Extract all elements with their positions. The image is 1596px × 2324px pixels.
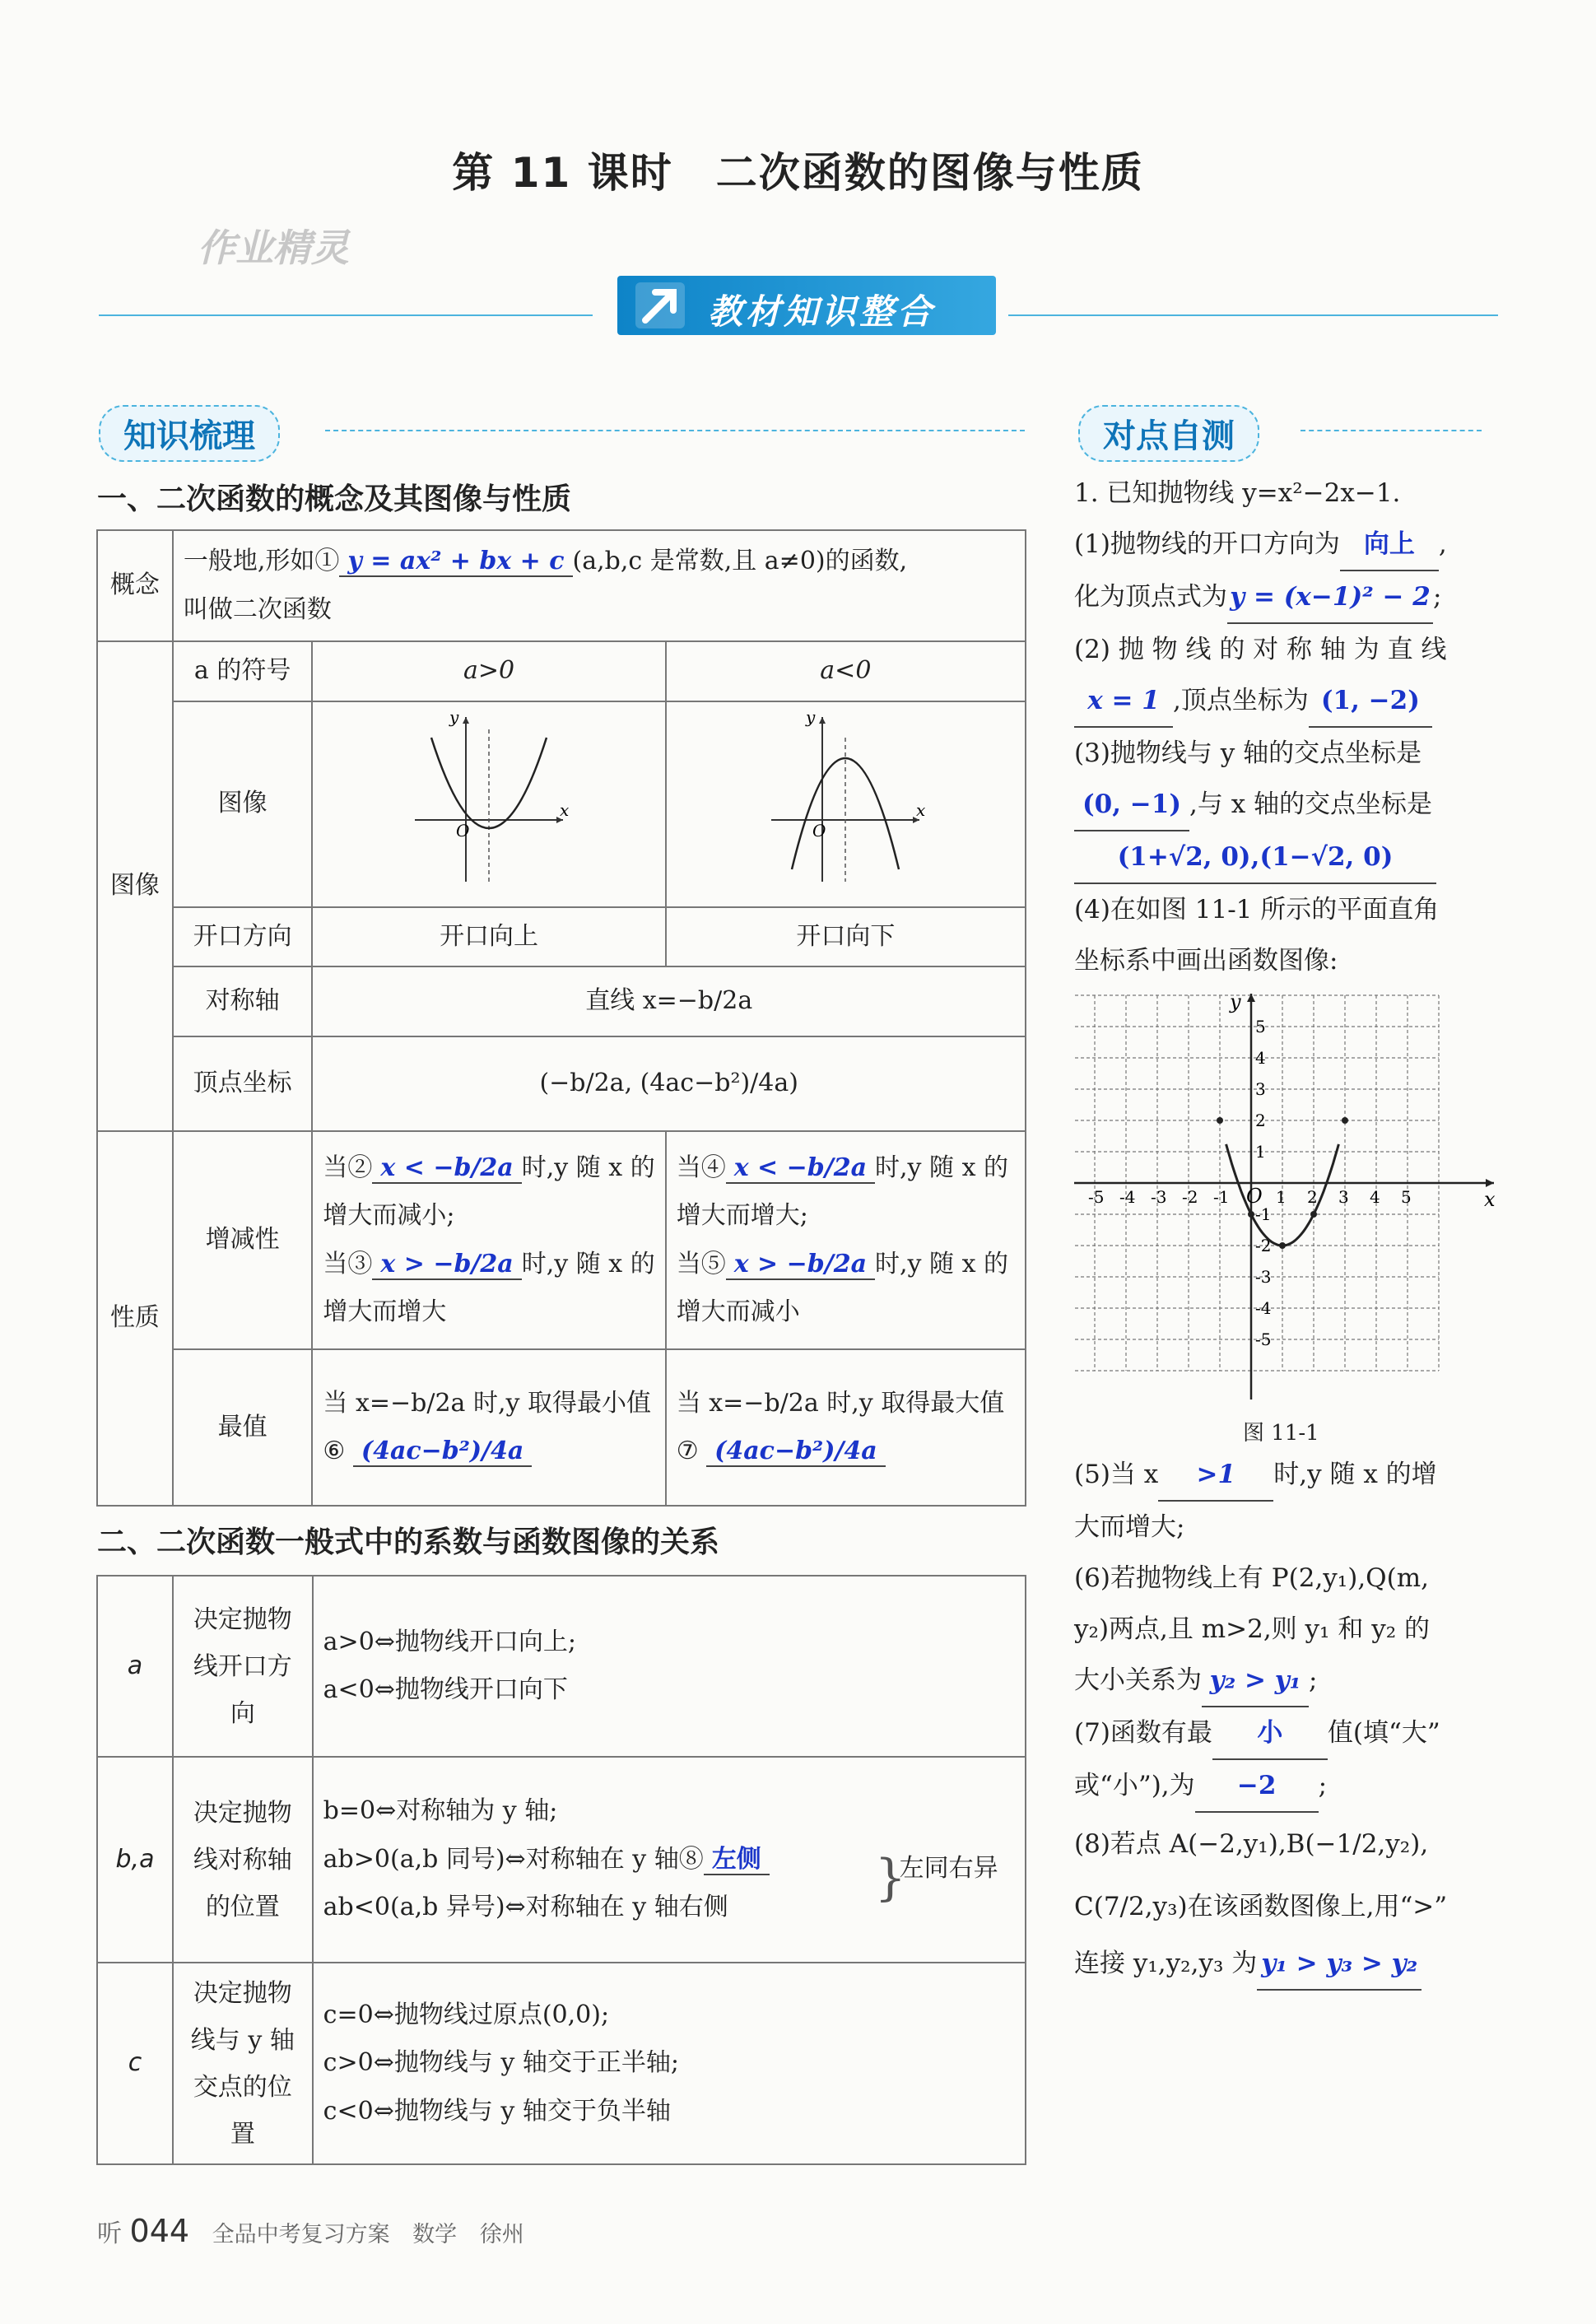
extreme-negative: [666, 1349, 1026, 1506]
open-up: 开口向上: [312, 907, 665, 967]
coef-c-rules: [313, 1963, 1026, 2164]
dash-divider-right: [1301, 430, 1482, 431]
section-banner: [617, 276, 996, 335]
q1-6b: y₂)两点,且 m>2,则 y₁ 和 y₂ 的: [1074, 1614, 1430, 1644]
q1-3-answer: (0, −1): [1074, 779, 1189, 831]
y-tick-label: -1: [1255, 1204, 1272, 1224]
heading-1: 一、二次函数的概念及其图像与性质: [97, 482, 572, 516]
open-down: 开口向下: [666, 907, 1026, 967]
coef-a-rules: [313, 1576, 1026, 1757]
banner-title: 教材知识整合: [708, 291, 936, 332]
q1-3-answer2: (1+√2, 0),(1−√2, 0): [1074, 831, 1436, 884]
q1-1b: 化为顶点式为: [1074, 582, 1227, 612]
parabola-up-graph: [407, 705, 571, 886]
q1-1-answer2: y = (x−1)² − 2: [1227, 571, 1433, 624]
x-tick-label: -3: [1151, 1187, 1167, 1207]
q1-4b: 坐标系中画出函数图像:: [1074, 946, 1338, 976]
x-tick-label: -5: [1088, 1187, 1105, 1207]
ext-neg-text: 当 x=−b/2a 时,y 取得最大值: [676, 1388, 1005, 1418]
q1-6a: (6)若抛物线上有 P(2,y₁),Q(m,: [1074, 1563, 1429, 1593]
curve-point: [1342, 1117, 1348, 1124]
figure-ylabel: y: [1230, 992, 1241, 1013]
coef-c-rule2: c>0⇔抛物线与 y 轴交于正半轴;: [323, 2048, 679, 2078]
mono-neg-1b: 时,y 随 x 的: [875, 1153, 1009, 1182]
right-column-lower: (5)当 x >1 时,y 随 x 的增 大而增大; (6)若抛物线上有 P(2,y₁),Q(m, y₂)两点,且 m>2,则 y₁ 和 y₂ 的 大小关系为 y₂ > y₁ ; (7)函数有最 小 值(填“大” 或“小”),为 −2 ; (8)若点 A(−2,y₁),B(−1/2,y₂), C(7/2,y₃)在该函数图像上,用“>” 连接 y₁,y₂,y₃ 为 y₁ > y₃ > y₂: [1074, 1449, 1502, 1991]
curve-point: [1310, 1211, 1317, 1218]
coef-a-rule1: a>0⇔抛物线开口向上;: [323, 1627, 577, 1656]
q1-6c: 大小关系为: [1074, 1665, 1202, 1695]
footer: [97, 2213, 524, 2249]
y-tick-label: 5: [1255, 1017, 1266, 1036]
curve-point: [1279, 1242, 1286, 1249]
concept-line2: 叫做二次函数: [183, 594, 332, 624]
mono-neg-2a: 当⑤: [676, 1249, 726, 1278]
vertex-label: 顶点坐标: [173, 1036, 313, 1131]
mono-pos-2b: 时,y 随 x 的: [521, 1249, 655, 1278]
y-tick-label: 1: [1255, 1142, 1266, 1162]
q1-5-answer: >1: [1158, 1449, 1273, 1502]
q1-5c: 大而增大;: [1074, 1512, 1185, 1542]
mono-pos-1b: 时,y 随 x 的: [521, 1153, 655, 1182]
footer-listen: 听: [97, 2219, 122, 2248]
answer-1: y = ax² + bx + c: [339, 547, 572, 577]
open-label: 开口方向: [173, 907, 313, 967]
x-tick-label: -2: [1182, 1187, 1198, 1207]
mono-neg-1c: 增大而增大;: [676, 1201, 808, 1230]
q1-8b: C(7/2,y₃)在该函数图像上,用“>”: [1074, 1892, 1448, 1921]
y-tick-label: -5: [1255, 1330, 1272, 1349]
figure-caption: 图 11-1: [1243, 1421, 1319, 1446]
brace: }: [874, 1849, 906, 1907]
q1-5b: 时,y 随 x 的增: [1273, 1460, 1437, 1489]
graph-down-origin: O: [812, 821, 826, 841]
vertex-value: (−b/2a, (4ac−b²)/4a): [312, 1036, 1026, 1131]
coef-c-rule3: c<0⇔抛物线与 y 轴交于负半轴: [323, 2096, 671, 2126]
coef-ba-desc: 决定抛物线对称轴的位置: [173, 1757, 313, 1963]
footer-book: 全品中考复习方案: [212, 2222, 390, 2247]
coef-c-rule1: c=0⇔抛物线过原点(0,0);: [323, 2000, 610, 2029]
q1-8a: (8)若点 A(−2,y₁),B(−1/2,y₂),: [1074, 1829, 1429, 1859]
heading-2: 二、二次函数一般式中的系数与函数图像的关系: [97, 1525, 720, 1559]
monotonic-label: 增减性: [173, 1131, 313, 1349]
answer-4: x < −b/2a: [726, 1153, 875, 1184]
dash-divider: [325, 430, 1025, 431]
right-column: 1. 已知抛物线 y=x²−2x−1. (1)抛物线的开口方向为 向上 , 化为顶点式为 y = (x−1)² − 2 ; (2) 抛 物 线 的 对 称 轴 为 直 线 x = 1 ,顶点坐标为 (1, −2) (3)抛物线与 y 轴的交点坐标是 (0, −1) ,与 x 轴的交点坐标是 (1+√2, 0),(1−√2, 0) (4)在如图 11-1 所示的平面直角 坐标系中画出函数图像:: [1074, 468, 1502, 986]
q1-2-answer2: (1, −2): [1309, 675, 1432, 728]
monotonic-negative: [666, 1131, 1026, 1349]
curve-point: [1217, 1117, 1223, 1124]
a-positive: a>0: [312, 641, 665, 701]
q1-4a: (4)在如图 11-1 所示的平面直角: [1074, 895, 1440, 924]
watermark-logo: 作业精灵: [198, 226, 349, 270]
answer-2: x < −b/2a: [372, 1153, 521, 1184]
ext-neg-num: ⑦: [676, 1437, 699, 1465]
ext-pos-text: 当 x=−b/2a 时,y 取得最小值: [323, 1388, 651, 1418]
row-label-concept: 概念: [97, 530, 173, 641]
figure-origin: O: [1246, 1185, 1263, 1208]
q1-8-answer: y₁ > y₃ > y₂: [1257, 1938, 1422, 1991]
q1-7a: (7)函数有最: [1074, 1718, 1212, 1748]
y-tick-label: -2: [1255, 1236, 1272, 1255]
x-tick-label: 3: [1338, 1187, 1349, 1207]
y-tick-label: 4: [1255, 1048, 1266, 1068]
axis-label: 对称轴: [173, 966, 313, 1036]
mono-neg-2c: 增大而减小: [676, 1297, 800, 1326]
banner-line-right: [1008, 314, 1498, 316]
answer-7: (4ac−b²)/4a: [706, 1437, 886, 1467]
q1-3a: (3)抛物线与 y 轴的交点坐标是: [1074, 738, 1422, 768]
a-negative: a<0: [666, 641, 1026, 701]
q1-2a: (2) 抛 物 线 的 对 称 轴 为 直 线: [1074, 635, 1447, 664]
graph-down-xlabel: x: [916, 800, 926, 821]
x-tick-label: -4: [1119, 1187, 1136, 1207]
coef-ba-rule2: ab>0(a,b 同号)⇔对称轴在 y 轴⑧: [323, 1844, 704, 1874]
mono-pos-1a: 当②: [323, 1153, 373, 1182]
graph-up-cell: [312, 701, 665, 907]
section-label-knowledge: 知识梳理: [99, 405, 280, 462]
coef-a-rule2: a<0⇔抛物线开口向下: [323, 1675, 568, 1704]
x-tick-label: 4: [1370, 1187, 1380, 1207]
extreme-positive: [312, 1349, 665, 1506]
answer-8: 左侧: [704, 1845, 770, 1875]
q1-6-answer: y₂ > y₁: [1202, 1655, 1309, 1707]
curve-point: [1248, 1211, 1254, 1218]
graph-up-origin: O: [456, 821, 470, 841]
x-tick-label: -1: [1213, 1187, 1230, 1207]
ext-pos-num: ⑥: [323, 1437, 346, 1465]
mono-neg-1a: 当④: [676, 1153, 726, 1182]
graph-down-ylabel: y: [806, 707, 816, 728]
q1-8c: 连接 y₁,y₂,y₃ 为: [1074, 1949, 1258, 1978]
page-title: 第 11 课时 二次函数的图像与性质: [452, 149, 1144, 197]
q1-7b: 值(填“大”: [1327, 1718, 1440, 1748]
q1-2-answer: x = 1: [1074, 675, 1173, 728]
monotonic-positive: [312, 1131, 665, 1349]
section-label-selftest: 对点自测: [1078, 405, 1259, 462]
figure-xlabel: x: [1484, 1188, 1496, 1211]
x-tick-label: 2: [1307, 1187, 1318, 1207]
answer-3: x > −b/2a: [372, 1250, 521, 1280]
graph-up-xlabel: x: [560, 800, 570, 821]
axis-value: 直线 x=−b/2a: [312, 966, 1026, 1036]
coef-ba: b,a: [97, 1757, 173, 1963]
graph-label: 图像: [173, 701, 313, 907]
graph-down-cell: [666, 701, 1026, 907]
coef-ba-rule3: ab<0(a,b 异号)⇔对称轴在 y 轴右侧: [323, 1893, 728, 1922]
row-label-properties: 性质: [97, 1131, 173, 1506]
coef-c: c: [97, 1963, 173, 2164]
table-concept-properties: [96, 529, 1026, 1507]
concept-suffix: (a,b,c 是常数,且 a≠0)的函数,: [572, 547, 908, 575]
figure-11-1: [1074, 992, 1502, 1404]
coef-ba-note: 左同右异: [899, 1854, 998, 1884]
q1-7-answer: 小: [1212, 1707, 1328, 1760]
sign-label: a 的符号: [173, 641, 313, 701]
coef-ba-rule1: b=0⇔对称轴为 y 轴;: [323, 1796, 558, 1826]
table-coefficients: [96, 1575, 1026, 2165]
q1-5a: (5)当 x: [1074, 1460, 1159, 1489]
x-axis-arrow: [1486, 1179, 1494, 1187]
x-tick-label: 1: [1276, 1187, 1287, 1207]
y-tick-label: -4: [1255, 1298, 1272, 1318]
arrow-icon: [635, 282, 685, 328]
y-tick-label: 3: [1255, 1079, 1266, 1099]
mono-pos-2a: 当③: [323, 1249, 373, 1278]
extreme-label: 最值: [173, 1349, 313, 1506]
q1-1-answer: 向上: [1340, 519, 1439, 571]
q1-1a: (1)抛物线的开口方向为: [1074, 529, 1340, 559]
coef-a-desc: 决定抛物线开口方向: [173, 1576, 313, 1757]
concept-prefix: 一般地,形如①: [183, 547, 340, 575]
footer-city: 徐州: [479, 2222, 524, 2247]
row-label-image: 图像: [97, 641, 173, 1131]
q1-3b: ,与 x 轴的交点坐标是: [1189, 789, 1433, 819]
page-number: 044: [129, 2213, 190, 2249]
coef-c-desc: 决定抛物线与 y 轴交点的位置: [173, 1963, 313, 2164]
answer-5: x > −b/2a: [726, 1250, 875, 1280]
q1-7c: 或“小”),为: [1074, 1771, 1195, 1800]
y-tick-label: -3: [1255, 1267, 1272, 1287]
answer-6: (4ac−b²)/4a: [353, 1437, 533, 1467]
x-tick-label: 5: [1401, 1187, 1412, 1207]
q1-2b: ,顶点坐标为: [1173, 686, 1309, 715]
footer-subject: 数学: [412, 2222, 458, 2247]
parabola-down-graph: [763, 705, 928, 886]
coef-ba-rules: [313, 1757, 1026, 1963]
q1-7-answer2: −2: [1195, 1760, 1319, 1813]
banner-line-left: [99, 314, 593, 316]
y-tick-label: 2: [1255, 1111, 1266, 1130]
mono-pos-2c: 增大而增大: [323, 1297, 447, 1326]
mono-pos-1c: 增大而减小;: [323, 1201, 455, 1230]
mono-neg-2b: 时,y 随 x 的: [875, 1249, 1009, 1278]
coef-a: a: [97, 1576, 173, 1757]
concept-cell: [173, 530, 1026, 641]
question-1: 1. 已知抛物线 y=x²−2x−1.: [1074, 478, 1401, 508]
graph-up-ylabel: y: [449, 707, 459, 728]
